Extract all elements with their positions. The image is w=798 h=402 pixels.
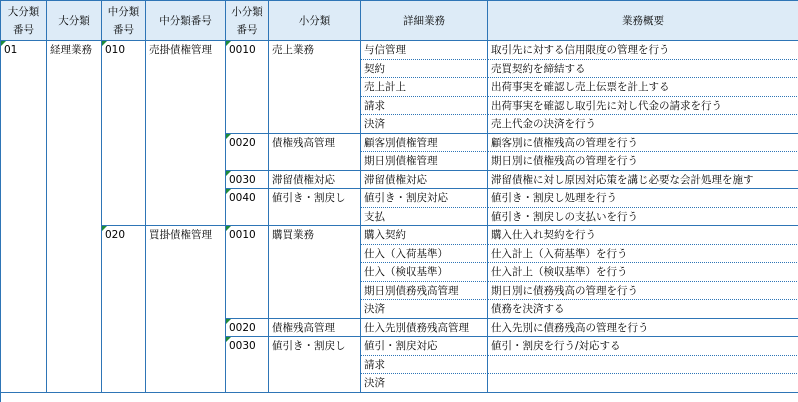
sho-name-cell[interactable]: 購買業務	[269, 226, 361, 319]
summary-cell[interactable]: 購入仕入れ契約を行う	[488, 226, 798, 245]
dai-no-cell[interactable]: 01	[1, 41, 47, 393]
detail-task-cell[interactable]: 値引き・割戻対応	[361, 189, 488, 208]
summary-cell[interactable]: 顧客別に債権残高の管理を行う	[488, 134, 798, 153]
summary-cell[interactable]: 値引き・割戻し処理を行う	[488, 189, 798, 208]
summary-cell[interactable]	[488, 356, 798, 375]
detail-task-cell[interactable]: 値引・割戻対応	[361, 337, 488, 356]
header-chu-name[interactable]: 中分類番号	[146, 1, 226, 41]
summary-cell[interactable]: 売上代金の決済を行う	[488, 115, 798, 134]
chu-no-cell[interactable]: 020	[102, 226, 146, 393]
detail-task-cell[interactable]: 仕入（検収基準）	[361, 263, 488, 282]
chu-name-cell[interactable]: 買掛債権管理	[146, 226, 226, 393]
sho-no-cell[interactable]: 0040	[226, 189, 269, 226]
detail-task-cell[interactable]: 決済	[361, 115, 488, 134]
sho-no-cell[interactable]: 0020	[226, 319, 269, 338]
summary-cell[interactable]: 取引先に対する信用限度の管理を行う	[488, 41, 798, 60]
summary-cell[interactable]: 仕入計上（入荷基準）を行う	[488, 245, 798, 264]
header-chu-no[interactable]: 中分類番号	[102, 1, 146, 41]
detail-task-cell[interactable]: 支払	[361, 208, 488, 227]
summary-cell[interactable]: 債務を決済する	[488, 300, 798, 319]
detail-task-cell[interactable]: 顧客別債権管理	[361, 134, 488, 153]
chu-name-cell[interactable]: 売掛債権管理	[146, 41, 226, 226]
detail-task-cell[interactable]: 請求	[361, 356, 488, 375]
summary-cell[interactable]: 値引き・割戻しの支払いを行う	[488, 208, 798, 227]
detail-task-cell[interactable]: 与信管理	[361, 41, 488, 60]
header-sho-no[interactable]: 小分類番号	[226, 1, 269, 41]
header-detail-task[interactable]: 詳細業務	[361, 1, 488, 41]
summary-cell[interactable]: 出荷事実を確認し売上伝票を計上する	[488, 78, 798, 97]
summary-cell[interactable]: 仕入計上（検収基準）を行う	[488, 263, 798, 282]
summary-cell[interactable]: 出荷事実を確認し取引先に対し代金の請求を行う	[488, 97, 798, 116]
sho-name-cell[interactable]: 値引き・割戻し	[269, 189, 361, 226]
summary-cell[interactable]: 期日別に債権残高の管理を行う	[488, 152, 798, 171]
detail-task-cell[interactable]: 売上計上	[361, 78, 488, 97]
detail-task-cell[interactable]: 購入契約	[361, 226, 488, 245]
header-dai-name[interactable]: 大分類	[47, 1, 102, 41]
summary-cell[interactable]: 売買契約を締結する	[488, 60, 798, 79]
sho-name-cell[interactable]: 滞留債権対応	[269, 171, 361, 190]
summary-cell[interactable]: 値引・割戻を行う/対応する	[488, 337, 798, 356]
dai-name-cell[interactable]: 経理業務	[47, 41, 102, 393]
detail-task-cell[interactable]: 請求	[361, 97, 488, 116]
detail-task-cell[interactable]: 滞留債権対応	[361, 171, 488, 190]
detail-task-cell[interactable]: 決済	[361, 374, 488, 393]
summary-cell[interactable]	[488, 374, 798, 393]
header-dai-no[interactable]: 大分類番号	[1, 1, 47, 41]
summary-cell[interactable]: 期日別に債務残高の管理を行う	[488, 282, 798, 301]
detail-task-cell[interactable]: 仕入先別債務残高管理	[361, 319, 488, 338]
chu-no-cell[interactable]: 010	[102, 41, 146, 226]
detail-task-cell[interactable]: 期日別債権管理	[361, 152, 488, 171]
header-summary[interactable]: 業務概要	[488, 1, 798, 41]
header-sho-name[interactable]: 小分類	[269, 1, 361, 41]
sho-no-cell[interactable]: 0010	[226, 41, 269, 134]
detail-task-cell[interactable]: 契約	[361, 60, 488, 79]
sho-name-cell[interactable]: 債権残高管理	[269, 319, 361, 338]
detail-task-cell[interactable]: 決済	[361, 300, 488, 319]
sho-no-cell[interactable]: 0030	[226, 337, 269, 393]
sho-name-cell[interactable]: 売上業務	[269, 41, 361, 134]
sho-no-cell[interactable]: 0030	[226, 171, 269, 190]
sho-no-cell[interactable]: 0010	[226, 226, 269, 319]
detail-task-cell[interactable]: 期日別債務残高管理	[361, 282, 488, 301]
detail-task-cell[interactable]: 仕入（入荷基準）	[361, 245, 488, 264]
sho-name-cell[interactable]: 値引き・割戻し	[269, 337, 361, 393]
summary-cell[interactable]: 仕入先別に債務残高の管理を行う	[488, 319, 798, 338]
sho-no-cell[interactable]: 0020	[226, 134, 269, 171]
sho-name-cell[interactable]: 債権残高管理	[269, 134, 361, 171]
summary-cell[interactable]: 滞留債権に対し原因対応策を講じ必要な会計処理を施す	[488, 171, 798, 190]
